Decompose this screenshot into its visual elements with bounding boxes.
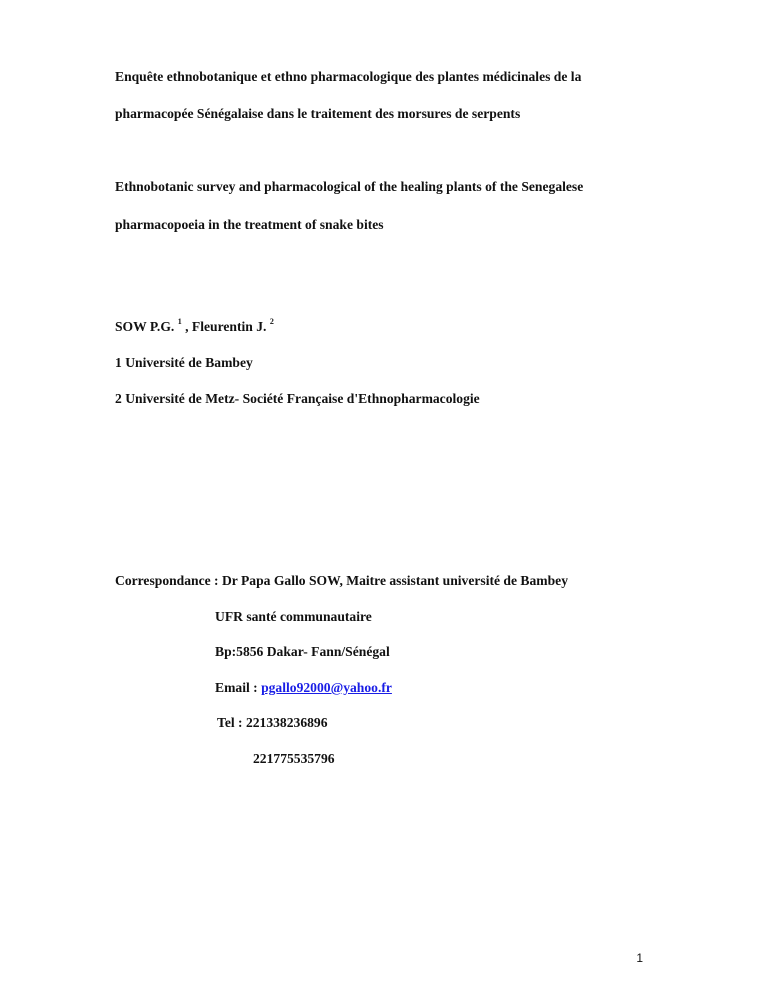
page-number: 1 xyxy=(636,951,643,965)
author-1-affiliation-mark: 1 xyxy=(177,317,182,327)
correspondence-line: Correspondance : Dr Papa Gallo SOW, Maitre assistant université de Bambey xyxy=(115,573,569,588)
correspondence-telephone: Tel : 221338236896 xyxy=(217,715,328,730)
english-title-line-1: Ethnobotanic survey and pharmacological of the healing plants of the Senegalese xyxy=(115,179,584,194)
correspondence-address: Bp:5856 Dakar- Fann/Sénégal xyxy=(215,644,390,659)
author-2-affiliation-mark: 2 xyxy=(269,317,274,327)
author-1-name: SOW P.G. xyxy=(115,319,175,334)
email-link[interactable]: pgallo92000@yahoo.fr xyxy=(261,680,392,695)
authors-line xyxy=(115,317,274,334)
correspondence-email-line xyxy=(215,681,392,695)
english-title-line-2: pharmacopoeia in the treatment of snake bites xyxy=(115,217,384,232)
french-title-line-2: pharmacopée Sénégalaise dans le traitement des morsures de serpents xyxy=(115,106,521,121)
french-title-line-1: Enquête ethnobotanique et ethno pharmacologique des plantes médicinales de la xyxy=(115,69,582,84)
email-label: Email : xyxy=(215,680,262,695)
affiliation-2: 2 Université de Metz- Société Française d'Ethnopharmacologie xyxy=(115,391,480,406)
correspondence-telephone-2: 221775535796 xyxy=(253,751,335,766)
correspondence-department: UFR santé communautaire xyxy=(215,609,372,624)
author-2-name: , Fleurentin J. xyxy=(185,319,267,334)
affiliation-1: 1 Université de Bambey xyxy=(115,355,253,370)
